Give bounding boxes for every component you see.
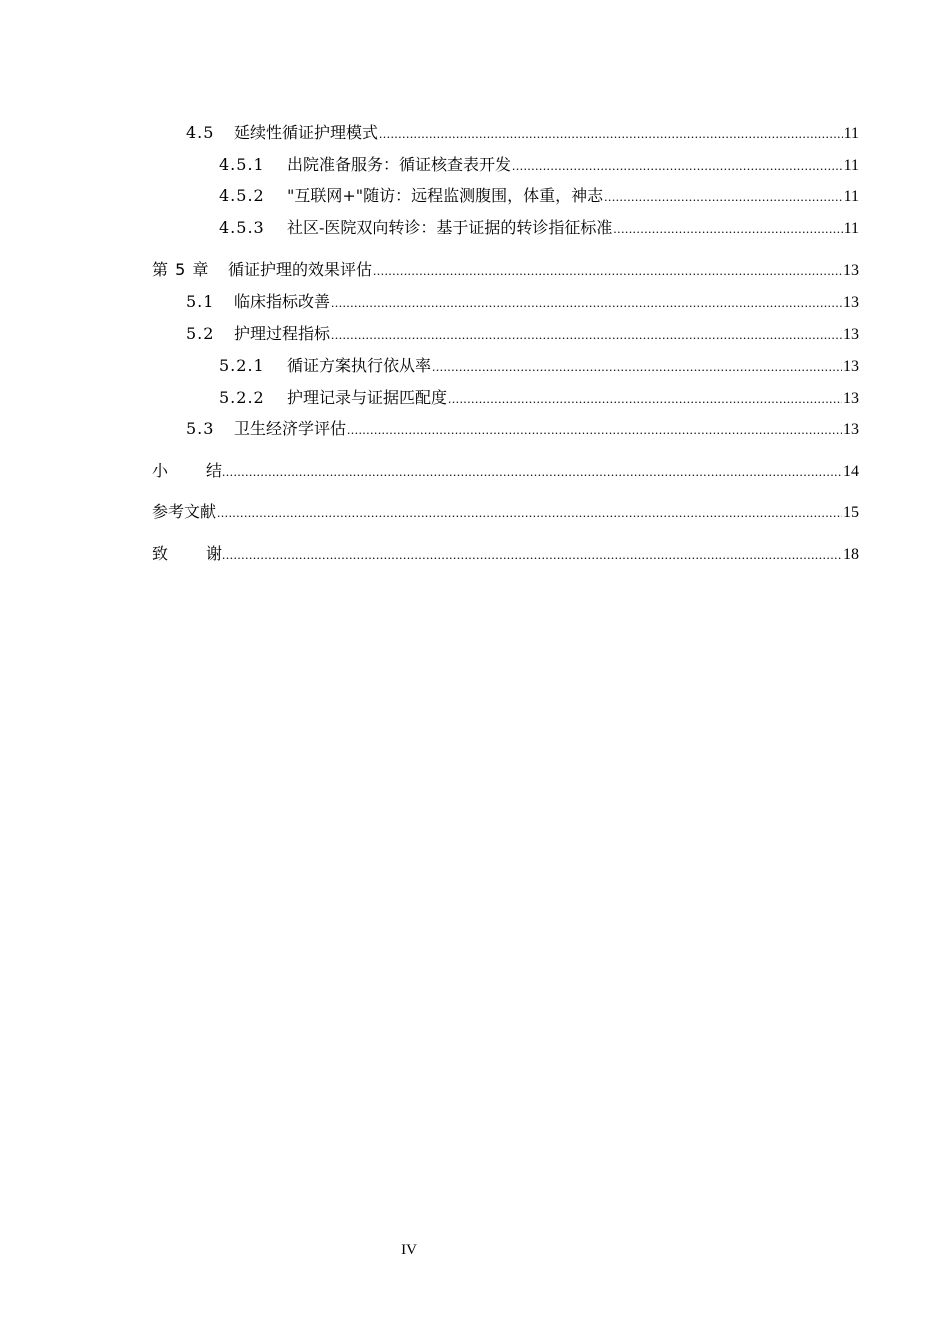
toc-entry-page: 11 xyxy=(843,157,859,174)
toc-entry-4-5-1[interactable] xyxy=(219,153,859,177)
toc-entry-number: 4.5.2 xyxy=(219,186,265,205)
toc-entry-4-5-2[interactable] xyxy=(219,184,859,208)
toc-entry-number: 5.2 xyxy=(186,324,215,343)
toc-entry-title: 护理过程指标 xyxy=(234,324,331,343)
toc-entry-page: 13 xyxy=(843,326,859,343)
toc-entry-page: 15 xyxy=(843,504,859,521)
toc-leader-dots xyxy=(432,355,842,379)
toc-entry-number: 5.3 xyxy=(186,419,215,438)
toc-entry-page: 13 xyxy=(843,390,859,407)
toc-leader-dots xyxy=(347,418,842,442)
toc-entry-title: 延续性循证护理模式 xyxy=(234,123,379,142)
toc-entry-references[interactable] xyxy=(152,500,859,524)
toc-leader-dots xyxy=(222,543,842,567)
toc-leader-dots xyxy=(448,387,842,411)
toc-leader-dots xyxy=(604,185,842,209)
toc-entry-page: 11 xyxy=(843,125,859,142)
toc-entry-number: 4.5.3 xyxy=(219,218,265,237)
toc-entry-number: 第 5 章 xyxy=(152,260,210,279)
toc-leader-dots xyxy=(512,154,843,178)
toc-entry-5-3[interactable] xyxy=(186,417,859,441)
toc-entry-page: 14 xyxy=(843,463,859,480)
toc-entry-number: 5.2.1 xyxy=(219,356,265,375)
toc-entry-5-2-1[interactable] xyxy=(219,354,859,378)
toc-entry-5-1[interactable] xyxy=(186,290,859,314)
toc-leader-dots xyxy=(331,323,842,347)
toc-entry-page: 13 xyxy=(843,358,859,375)
toc-entry-title: 致谢 xyxy=(152,544,261,563)
toc-entry-title: "互联网+"随访：远程监测腹围，体重，神志 xyxy=(287,186,604,205)
toc-leader-dots xyxy=(613,217,842,241)
toc-leader-dots xyxy=(331,291,842,315)
toc-entry-page: 13 xyxy=(843,262,859,279)
toc-entry-page: 18 xyxy=(843,546,859,563)
toc-entry-number: 4.5 xyxy=(186,123,215,142)
toc-entry-title: 循证护理的效果评估 xyxy=(228,260,373,279)
toc-entry-title: 循证方案执行依从率 xyxy=(287,356,432,375)
toc-entry-page: 11 xyxy=(843,188,859,205)
toc-entry-chapter-5[interactable] xyxy=(152,258,859,282)
toc-entry-page: 11 xyxy=(843,220,859,237)
toc-entry-number: 5.2.2 xyxy=(219,388,265,407)
toc-entry-5-2[interactable] xyxy=(186,322,859,346)
page-number: IV xyxy=(401,1242,417,1258)
toc-entry-title: 参考文献 xyxy=(152,502,217,521)
toc-entry-4-5-3[interactable] xyxy=(219,216,859,240)
toc-leader-dots xyxy=(222,460,842,484)
toc-entry-acknowledgements[interactable] xyxy=(152,542,859,566)
toc-entry-title: 临床指标改善 xyxy=(234,292,331,311)
toc-entry-number: 5.1 xyxy=(186,292,215,311)
toc-entry-summary[interactable] xyxy=(152,459,859,483)
toc-entry-title: 出院准备服务：循证核查表开发 xyxy=(287,155,512,174)
toc-entry-title: 小结 xyxy=(152,461,261,480)
toc-entry-title: 护理记录与证据匹配度 xyxy=(287,388,448,407)
toc-leader-dots xyxy=(217,501,842,525)
toc-entry-title: 社区-医院双向转诊：基于证据的转诊指征标准 xyxy=(287,218,613,237)
toc-entry-page: 13 xyxy=(843,421,859,438)
toc-leader-dots xyxy=(373,259,842,283)
toc-entry-page: 13 xyxy=(843,294,859,311)
toc-leader-dots xyxy=(379,122,843,146)
toc-entry-5-2-2[interactable] xyxy=(219,386,859,410)
toc-entry-number: 4.5.1 xyxy=(219,155,265,174)
toc-entry-4-5[interactable] xyxy=(186,121,859,145)
toc-entry-title: 卫生经济学评估 xyxy=(234,419,347,438)
